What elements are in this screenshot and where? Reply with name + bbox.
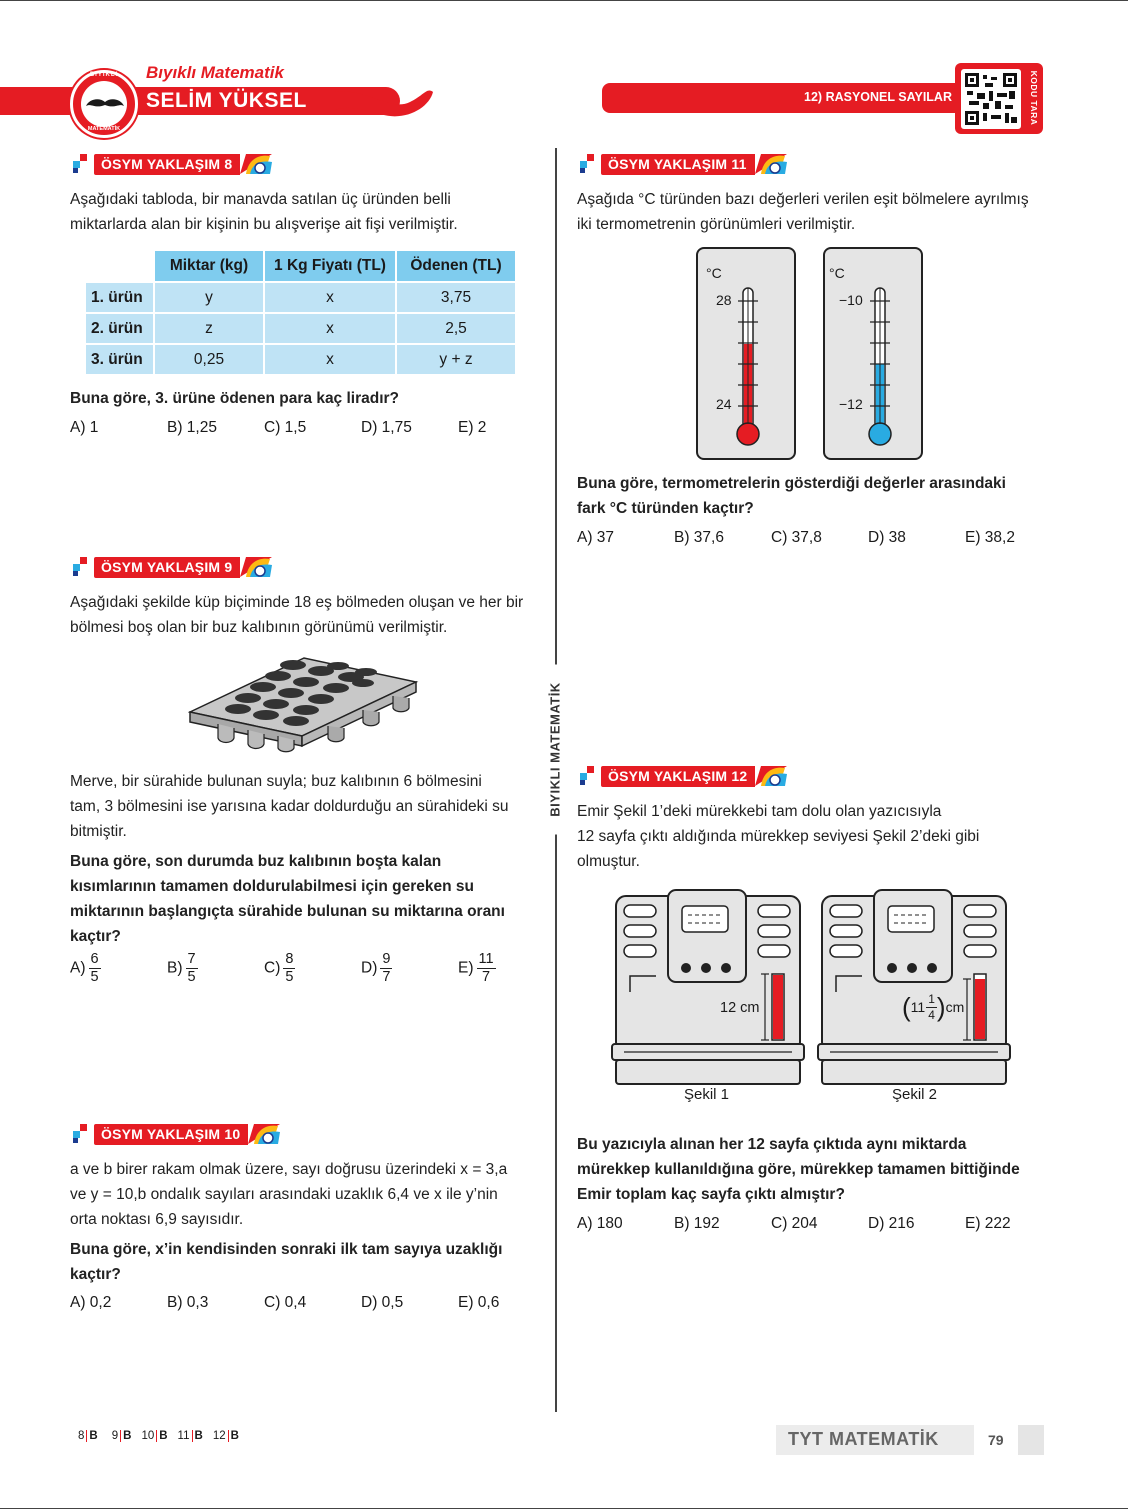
q9-text-1: Aşağıdaki şekilde küp biçiminde 18 eş bölmeden oluşan ve her bir	[70, 594, 524, 611]
thermo-bottom-value: −12	[839, 396, 863, 412]
answer-number: 11	[178, 1430, 193, 1442]
qr-code-icon	[965, 73, 1017, 125]
answer-item	[178, 1430, 203, 1442]
mustache-icon	[335, 82, 435, 122]
q8-question: Buna göre, 3. ürüne ödenen para kaç liradır?	[70, 390, 400, 407]
table-header: 1 Kg Fiyatı (TL)	[264, 251, 396, 282]
q12-text-1: Emir Şekil 1’deki mürekkebi tam dolu olan yazıcısıyla	[577, 803, 942, 820]
fan-icon	[755, 764, 789, 788]
answer-item	[78, 1430, 98, 1442]
option-e[interactable]: E) 222	[965, 1215, 1011, 1232]
q9-question-3: miktarının başlangıçta sürahide bulunan su miktarına oranı	[70, 903, 505, 920]
table-header: Miktar (kg)	[154, 251, 264, 282]
answer-number: 8	[78, 1430, 87, 1442]
table-header-row	[86, 251, 516, 282]
option-a[interactable]: A) 37	[577, 529, 615, 546]
logo-ring-top: BIYIKLI	[89, 72, 119, 78]
qr-label: KODU TARA	[1029, 70, 1039, 126]
mustache-logo-icon	[85, 97, 125, 113]
table-row	[86, 282, 516, 313]
table-cell: 2,5	[396, 313, 516, 344]
header	[0, 60, 1128, 140]
q9-header	[70, 555, 274, 579]
printer-1-figure	[610, 888, 806, 1088]
option-b[interactable]: B) 0,3	[167, 1294, 209, 1311]
thermo-top-value: 28	[716, 292, 732, 308]
table-cell: 3,75	[396, 282, 516, 313]
section-icon	[577, 154, 597, 174]
fan-icon	[240, 555, 274, 579]
table-row	[86, 313, 516, 344]
row-label: 3. ürün	[86, 344, 154, 375]
frac-num: 8	[285, 951, 294, 967]
q12-question-1: Bu yazıcıyla alınan her 12 sayfa çıktıda aynı miktarda	[577, 1136, 967, 1153]
q12-text-3: olmuştur.	[577, 853, 640, 870]
q8-options	[70, 419, 555, 437]
q10-text-1: a ve b birer rakam olmak üzere, sayı doğrusu üzerindeki x = 3,a	[70, 1161, 508, 1178]
q8-label: ÖSYM YAKLAŞIM 8	[94, 154, 240, 175]
q11-label: ÖSYM YAKLAŞIM 11	[601, 154, 755, 175]
frac-num: 1	[928, 991, 935, 1006]
frac-num: 11	[478, 951, 494, 967]
answer-letter: B	[194, 1430, 203, 1442]
fan-icon	[240, 152, 274, 176]
printer-2-caption: Şekil 2	[892, 1086, 938, 1103]
q10-question-2: kaçtır?	[70, 1266, 121, 1283]
option-a[interactable]: A) 0,2	[70, 1294, 112, 1311]
page-number-tab	[1018, 1425, 1044, 1455]
thermometer-1	[696, 247, 796, 460]
answer-item	[141, 1430, 167, 1442]
top-border	[0, 0, 1128, 1]
answer-number: 12	[213, 1430, 229, 1442]
thermo-bottom-value: 24	[716, 396, 732, 412]
thermometer-1-tube	[728, 284, 768, 449]
q9-question-2: kısımlarının tamamen doldurulabilmesi için gereken su	[70, 878, 474, 895]
q12-question-2: mürekkep kullanıldığına göre, mürekkep tamamen bittiğinde	[577, 1161, 1020, 1178]
option-c[interactable]	[264, 952, 361, 985]
footer-subject-box	[776, 1425, 974, 1455]
fan-icon	[248, 1122, 282, 1146]
frac-num: 7	[187, 951, 196, 967]
option-d[interactable]: D) 0,5	[361, 1294, 404, 1311]
q12-text-2: 12 sayfa çıktı aldığında mürekkep seviyesi Şekil 2’deki gibi	[577, 828, 980, 845]
answer-item	[112, 1430, 132, 1442]
option-e[interactable]: E) 2	[458, 419, 487, 436]
section-icon	[577, 766, 597, 786]
option-b[interactable]: B) 37,6	[674, 529, 724, 546]
thermometer-2-tube	[860, 284, 900, 449]
answer-item	[213, 1430, 239, 1442]
ice-tray-figure	[188, 654, 420, 754]
q8-text-1: Aşağıdaki tabloda, bir manavda satılan üç üründen belli	[70, 191, 451, 208]
chapter-banner	[602, 83, 972, 113]
q10-options	[70, 1294, 555, 1312]
table-header: Ödenen (TL)	[396, 251, 516, 282]
option-e[interactable]: E) 0,6	[458, 1294, 500, 1311]
brand-top: Bıyıklı Matematik	[146, 63, 284, 82]
mixed-whole: 11	[910, 999, 926, 1015]
option-c[interactable]: C) 0,4	[264, 1294, 307, 1311]
q10-text-2: ve y = 10,b ondalık sayıları arasındaki uzaklık 6,4 ve x ile y’nin	[70, 1186, 498, 1203]
table-row	[86, 344, 516, 375]
table-cell: y + z	[396, 344, 516, 375]
page-number: 79	[988, 1432, 1004, 1448]
thermometer-2	[823, 247, 923, 460]
answer-letter: B	[230, 1430, 239, 1442]
answer-number: 10	[141, 1430, 157, 1442]
logo-ring-bottom: MATEMATİK	[87, 126, 121, 132]
logo	[70, 70, 138, 138]
printer-1-level-label: 12 cm	[720, 1000, 760, 1016]
option-b[interactable]: B) 1,25	[167, 419, 217, 436]
frac-den: 7	[382, 969, 391, 985]
option-letter: A)	[70, 959, 86, 977]
option-d[interactable]: D) 216	[868, 1215, 915, 1232]
q11-options	[577, 529, 1062, 547]
q10-label: ÖSYM YAKLAŞIM 10	[94, 1124, 248, 1145]
option-e[interactable]: E) 38,2	[965, 529, 1015, 546]
answer-letter: B	[123, 1430, 132, 1442]
answer-key	[78, 1430, 239, 1442]
frac-num: 6	[90, 951, 99, 967]
printer-1-caption: Şekil 1	[684, 1086, 730, 1103]
printer-2-figure	[816, 888, 1012, 1088]
option-c[interactable]: C) 37,8	[771, 529, 822, 546]
table-cell: 0,25	[154, 344, 264, 375]
unit: cm	[945, 999, 965, 1015]
section-icon	[70, 1124, 90, 1144]
table-cell: x	[264, 344, 396, 375]
q10-header	[70, 1122, 282, 1146]
frac-num: 9	[382, 951, 391, 967]
q9-text-4: tam, 3 bölmesini ise yarısına kadar doldurduğu an sürahideki su	[70, 798, 509, 815]
answer-letter: B	[159, 1430, 168, 1442]
thermo-unit: °C	[829, 265, 845, 281]
q12-label: ÖSYM YAKLAŞIM 12	[601, 766, 755, 787]
option-d[interactable]: D) 1,75	[361, 419, 412, 436]
frac-den: 5	[285, 969, 294, 985]
q9-text-2: bölmesi boş olan bir buz kalıbının görünümü verilmiştir.	[70, 619, 448, 636]
option-b[interactable]	[167, 952, 264, 985]
option-letter: E)	[458, 959, 474, 977]
qr-box[interactable]	[955, 63, 1043, 134]
q11-text-2: iki termometrenin görünümleri verilmiştir.	[577, 216, 856, 233]
q9-question-4: kaçtır?	[70, 928, 121, 945]
option-b[interactable]: B) 192	[674, 1215, 720, 1232]
section-icon	[70, 557, 90, 577]
table-cell: x	[264, 313, 396, 344]
option-c[interactable]: C) 1,5	[264, 419, 307, 436]
q12-question-3: Emir toplam kaç sayfa çıktı almıştır?	[577, 1186, 845, 1203]
table-cell: y	[154, 282, 264, 313]
q9-text-3: Merve, bir sürahide bulunan suyla; buz kalıbının 6 bölmesini	[70, 773, 482, 790]
printer-1	[610, 888, 806, 1088]
frac-den: 7	[481, 969, 491, 985]
option-c[interactable]: C) 204	[771, 1215, 818, 1232]
option-letter: D)	[361, 959, 378, 977]
thermo-unit: °C	[706, 265, 722, 281]
option-a[interactable]: A) 1	[70, 419, 99, 436]
table-cell: x	[264, 282, 396, 313]
fan-icon	[755, 152, 789, 176]
thermo-top-value: −10	[839, 292, 863, 308]
side-label: BIYIKLI MATEMATİK	[548, 665, 563, 835]
chapter-title: 12) RASYONEL SAYILAR	[804, 90, 952, 104]
option-letter: B)	[167, 959, 183, 977]
answer-letter: B	[89, 1430, 98, 1442]
table-cell: z	[154, 313, 264, 344]
option-e[interactable]	[458, 952, 555, 985]
q11-header	[577, 152, 789, 176]
brand-name: SELİM YÜKSEL	[146, 89, 307, 112]
option-a[interactable]: A) 180	[577, 1215, 623, 1232]
frac-den: 5	[90, 969, 99, 985]
q9-options	[70, 952, 555, 985]
bottom-border	[0, 1508, 1128, 1509]
frac-den: 4	[928, 1007, 935, 1022]
q11-question-1: Buna göre, termometrelerin gösterdiği değerler arasındaki	[577, 475, 1006, 492]
answer-number: 9	[112, 1430, 121, 1442]
option-a[interactable]	[70, 952, 167, 985]
q10-text-3: orta noktası 6,9 sayısıdır.	[70, 1211, 244, 1228]
q9-text-5: bitmiştir.	[70, 823, 127, 840]
q9-question-1: Buna göre, son durumda buz kalıbının boşta kalan	[70, 853, 442, 870]
section-icon	[70, 154, 90, 174]
option-d[interactable]: D) 38	[868, 529, 906, 546]
q11-question-2: fark °C türünden kaçtır?	[577, 500, 754, 517]
printer-2	[816, 888, 1012, 1088]
q12-options	[577, 1215, 1062, 1233]
frac-den: 5	[187, 969, 196, 985]
row-label: 2. ürün	[86, 313, 154, 344]
option-letter: C)	[264, 959, 281, 977]
q11-text-1: Aşağıda °C türünden bazı değerleri verilen eşit bölmelere ayrılmış	[577, 191, 1029, 208]
printer-2-level-label: ( 11 $\frac{1}{4}$ ) cm	[902, 991, 965, 1022]
q9-label: ÖSYM YAKLAŞIM 9	[94, 557, 240, 578]
q12-header	[577, 764, 789, 788]
q8-header	[70, 152, 274, 176]
row-label: 1. ürün	[86, 282, 154, 313]
q10-question-1: Buna göre, x’in kendisinden sonraki ilk tam sayıya uzaklığı	[70, 1241, 503, 1258]
q8-text-2: miktarlarda alan bir kişinin bu alışverişe ait fişi verilmiştir.	[70, 216, 458, 233]
option-d[interactable]	[361, 952, 458, 985]
q8-table	[86, 251, 517, 376]
footer-subject: TYT MATEMATİK	[788, 1429, 939, 1449]
